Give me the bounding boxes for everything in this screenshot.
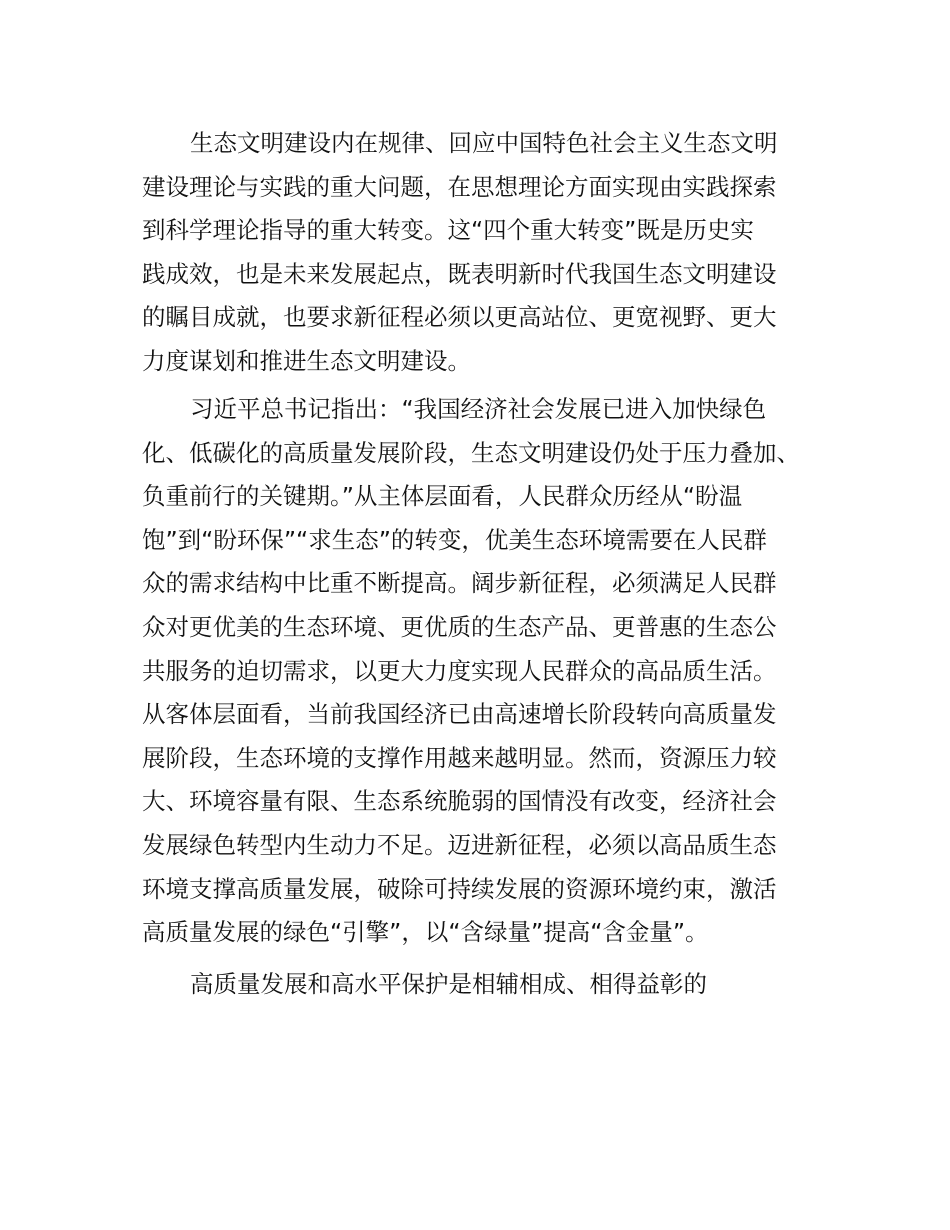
paragraph-line: 力度谋划和推进生态文明建设。	[142, 346, 471, 375]
paragraph-line: 负重前行的关键期。”从主体层面看，人民群众历经从“盼温	[142, 482, 743, 511]
paragraph-line: 化、低碳化的高质量发展阶段，生态文明建设仍处于压力叠加、	[142, 438, 800, 467]
paragraph-line: 习近平总书记指出：“我国经济社会发展已进入加快绿色	[190, 395, 767, 423]
paragraph-line: 众的需求结构中比重不断提高。阔步新征程，必须满足人民群	[142, 569, 777, 598]
paragraph-line: 从客体层面看，当前我国经济已由高速增长阶段转向高质量发	[142, 700, 777, 729]
paragraph-line: 的瞩目成就，也要求新征程必须以更高站位、更宽视野、更大	[142, 303, 777, 332]
paragraph-line: 众对更优美的生态环境、更优质的生态产品、更普惠的生态公	[142, 612, 777, 641]
paragraph-line: 到科学理论指导的重大转变。这“四个重大转变”既是历史实	[142, 216, 754, 245]
paragraph-line: 大、环境容量有限、生态系统脆弱的国情没有改变，经济社会	[142, 787, 777, 816]
paragraph-line: 高质量发展的绿色“引擎”，以“含绿量”提高“含金量”。	[142, 918, 709, 947]
paragraph-line: 发展绿色转型内生动力不足。迈进新征程，必须以高品质生态	[142, 830, 777, 859]
paragraph-1	[142, 122, 822, 384]
paragraph-3	[142, 963, 822, 1007]
paragraph-2	[142, 388, 822, 955]
paragraph-line: 生态文明建设内在规律、回应中国特色社会主义生态文明	[190, 129, 778, 157]
paragraph-line: 建设理论与实践的重大问题，在思想理论方面实现由实践探索	[142, 172, 777, 201]
paragraph-line: 高质量发展和高水平保护是相辅相成、相得益彰的	[190, 970, 707, 998]
paragraph-line: 展阶段，生态环境的支撑作用越来越明显。然而，资源压力较	[142, 743, 777, 772]
paragraph-line: 饱”到“盼环保”“求生态”的转变，优美生态环境需要在人民群	[142, 525, 767, 554]
paragraph-line: 共服务的迫切需求，以更大力度实现人民群众的高品质生活。	[142, 656, 777, 685]
paragraph-line: 践成效，也是未来发展起点，既表明新时代我国生态文明建设	[142, 259, 777, 288]
paragraph-line: 环境支撑高质量发展，破除可持续发展的资源环境约束，激活	[142, 874, 777, 903]
